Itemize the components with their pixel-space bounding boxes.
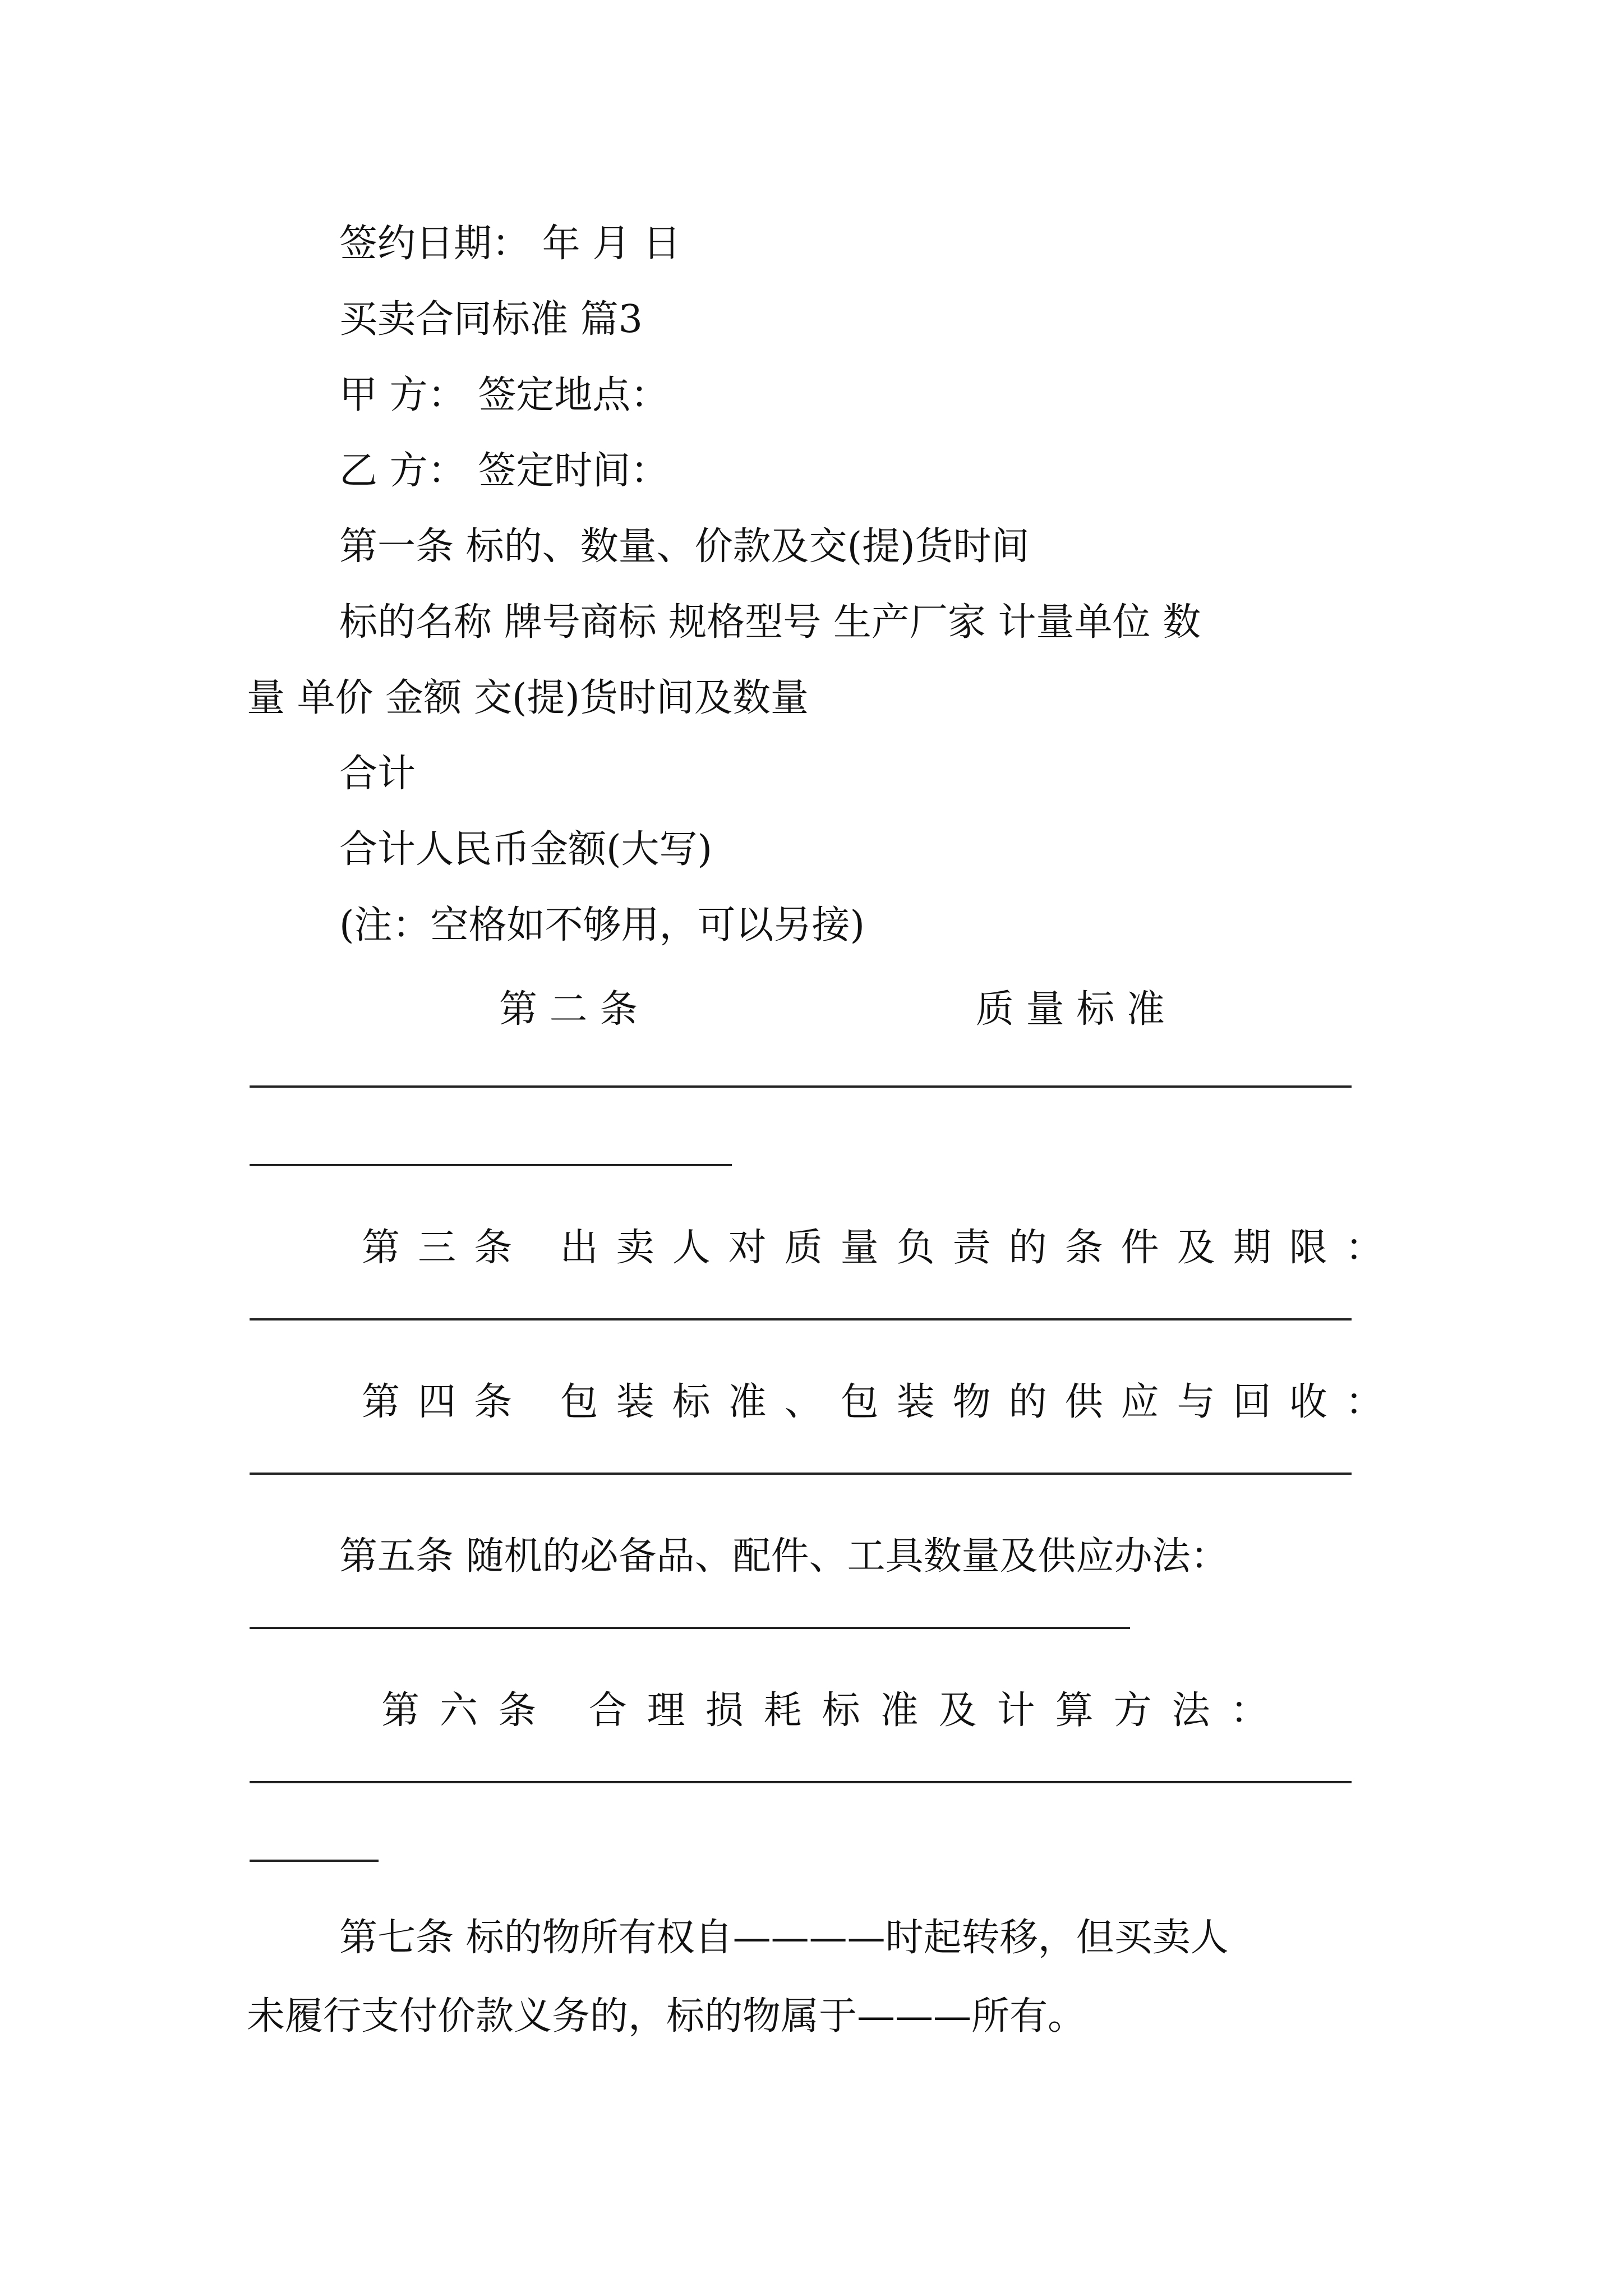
article-3-blank-line <box>250 1318 1352 1320</box>
article-2-blank-line-1 <box>250 1085 1352 1088</box>
article-3-title: 第三条 出卖人对质量负责的条件及期限： <box>362 1226 1401 1270</box>
article-6-blank-line-2 <box>250 1860 379 1862</box>
total-rmb-label: 合计人民币金额(大写) <box>339 827 713 872</box>
article-5-blank-line <box>250 1627 1130 1629</box>
article-2-blank-line-2 <box>250 1164 732 1166</box>
article-1-columns-line-2: 量 单价 金额 交(提)货时间及数量 <box>247 676 809 720</box>
article-7-line-1: 第七条 标的物所有权自————时起转移，但买卖人 <box>339 1916 1229 1960</box>
note-line: (注：空格如不够用，可以另接) <box>339 903 865 947</box>
article-5-title: 第五条 随机的必备品、配件、工具数量及供应办法： <box>339 1534 1229 1579</box>
article-6-title: 第六条 合理损耗标准及计算方法： <box>381 1688 1289 1733</box>
article-2-title: 质 量 标 准 <box>976 987 1165 1032</box>
contract-heading: 买卖合同标准 篇3 <box>339 297 643 342</box>
article-2-label: 第 二 条 <box>499 987 638 1032</box>
article-6-blank-line-1 <box>250 1781 1352 1783</box>
total-label: 合计 <box>339 752 416 796</box>
article-1-columns-line-1: 标的名称 牌号商标 规格型号 生产厂家 计量单位 数 <box>339 600 1201 645</box>
sign-date: 签约日期： 年 月 日 <box>339 222 681 266</box>
party-a-line: 甲 方： 签定地点： <box>339 373 669 417</box>
article-1-title: 第一条 标的、数量、价款及交(提)货时间 <box>339 524 1030 569</box>
article-4-title: 第四条 包装标准、包装物的供应与回收： <box>362 1380 1401 1424</box>
party-b-line: 乙 方： 签定时间： <box>339 449 669 493</box>
article-4-blank-line <box>250 1473 1352 1475</box>
article-7-line-2: 未履行支付价款义务的，标的物属于———所有。 <box>247 1994 1086 2039</box>
